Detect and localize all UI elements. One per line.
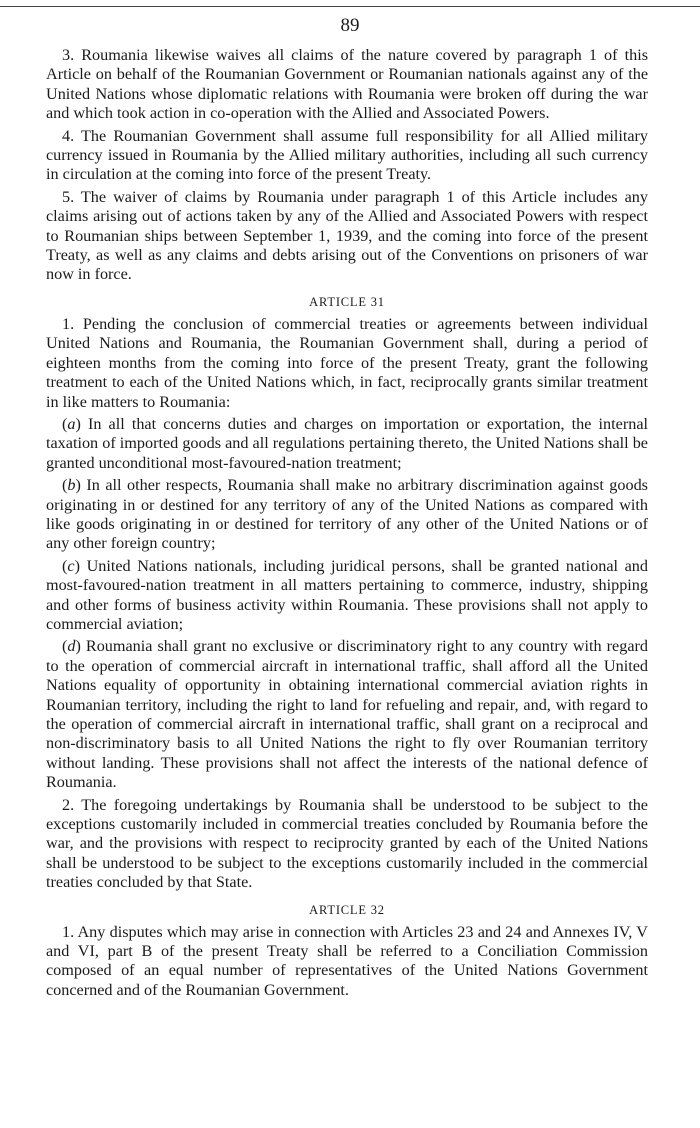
- clause-b-text: In all other respects, Roumania shall make no arbitrary discrimination against goods originating in or destined for any territory of any of the United Nations as compared with like goods originating in or destined for territory of any other of the United Nations or of any other foreign country;: [46, 476, 648, 553]
- article-31-clause-c: [46, 557, 648, 635]
- clause-a-marker: (a): [62, 414, 81, 433]
- paragraph-4: 4. The Roumanian Government shall assume full responsibility for all Allied military currency issued in Roumania by the Allied military authorities, including all such currency in circulation at the coming into force of the present Treaty.: [46, 126, 648, 184]
- clause-d-marker: (d): [62, 637, 81, 656]
- article-31-paragraph-1: 1. Pending the conclusion of commercial treaties or agreements between individual United Nations and Roumania, the Roumanian Government shall, during a period of eighteen months from the coming into force of the present Treaty, grant the following treatment to each of the United Nations which, in fact, reciprocally grants similar treatment in like matters to Roumania:: [46, 314, 648, 411]
- paragraph-5: 5. The waiver of claims by Roumania under paragraph 1 of this Article includes any claims arising out of actions taken by any of the Allied and Associated Powers with respect to Roumanian ships between September 1, 1939, and the coming into force of the present Treaty, as well as any claims and debts arising out of the Conventions on prisoners of war now in force.: [46, 187, 648, 284]
- article-32-paragraph-1: 1. Any disputes which may arise in connection with Articles 23 and 24 and Annexes IV, V and VI, part B of the present Treaty shall be referred to a Conciliation Commission composed of an equal number of representatives of the United Nations Government concerned and of the Roumanian Government.: [46, 922, 648, 999]
- clause-c-text: United Nations nationals, including juridical persons, shall be granted national and most-favoured-nation treatment in all matters pertaining to commerce, industry, shipping and other forms of business activity within Roumania. These provisions shall not apply to commercial aviation;: [46, 556, 648, 633]
- clause-c-marker: (c): [62, 556, 80, 575]
- clause-a-text: In all that concerns duties and charges on importation or exportation, the internal taxation of imported goods and all regulations pertaining thereto, the United Nations shall be granted unconditional most-favoured-nation treatment;: [46, 414, 648, 472]
- article-31-heading: ARTICLE 31: [309, 294, 385, 309]
- paragraph-3: 3. Roumania likewise waives all claims of the nature covered by paragraph 1 of this Article on behalf of the Roumanian Government or Roumanian nationals against any of the United Nations whose diplomatic relations with Roumania were broken off during the war and which took action in co-operation with the Allied and Associated Powers.: [46, 46, 648, 123]
- page-number: 89: [340, 15, 360, 36]
- article-31-clause-d: [46, 637, 648, 792]
- page-body: [46, 46, 648, 1003]
- clause-b-marker: (b): [62, 476, 81, 495]
- article-32-heading: ARTICLE 32: [309, 902, 385, 917]
- top-rule: [0, 6, 700, 7]
- article-31-paragraph-2: 2. The foregoing undertakings by Roumania shall be understood to be subject to the exceptions customarily included in commercial treaties concluded by Roumania before the war, and the provisions with respect to reciprocity granted by each of the United Nations shall be understood to be subject to the exceptions customarily included in the commercial treaties concluded by that State.: [46, 795, 648, 892]
- clause-d-text: Roumania shall grant no exclusive or discriminatory right to any country with regard to the operation of commercial aircraft in international traffic, shall afford all the United Nations equality of opportunity in obtaining international commercial aviation rights in Roumanian territory, including the right to land for refueling and repair, and, with regard to the operation of commercial aircraft in international traffic, shall grant on a reciprocal and non-discriminatory basis to all United Nations the right to fly over Roumanian territory without landing. These provisions shall not affect the interests of the national defence of Roumania.: [46, 637, 648, 792]
- article-31-clause-a: [46, 415, 648, 473]
- article-31-clause-b: [46, 476, 648, 554]
